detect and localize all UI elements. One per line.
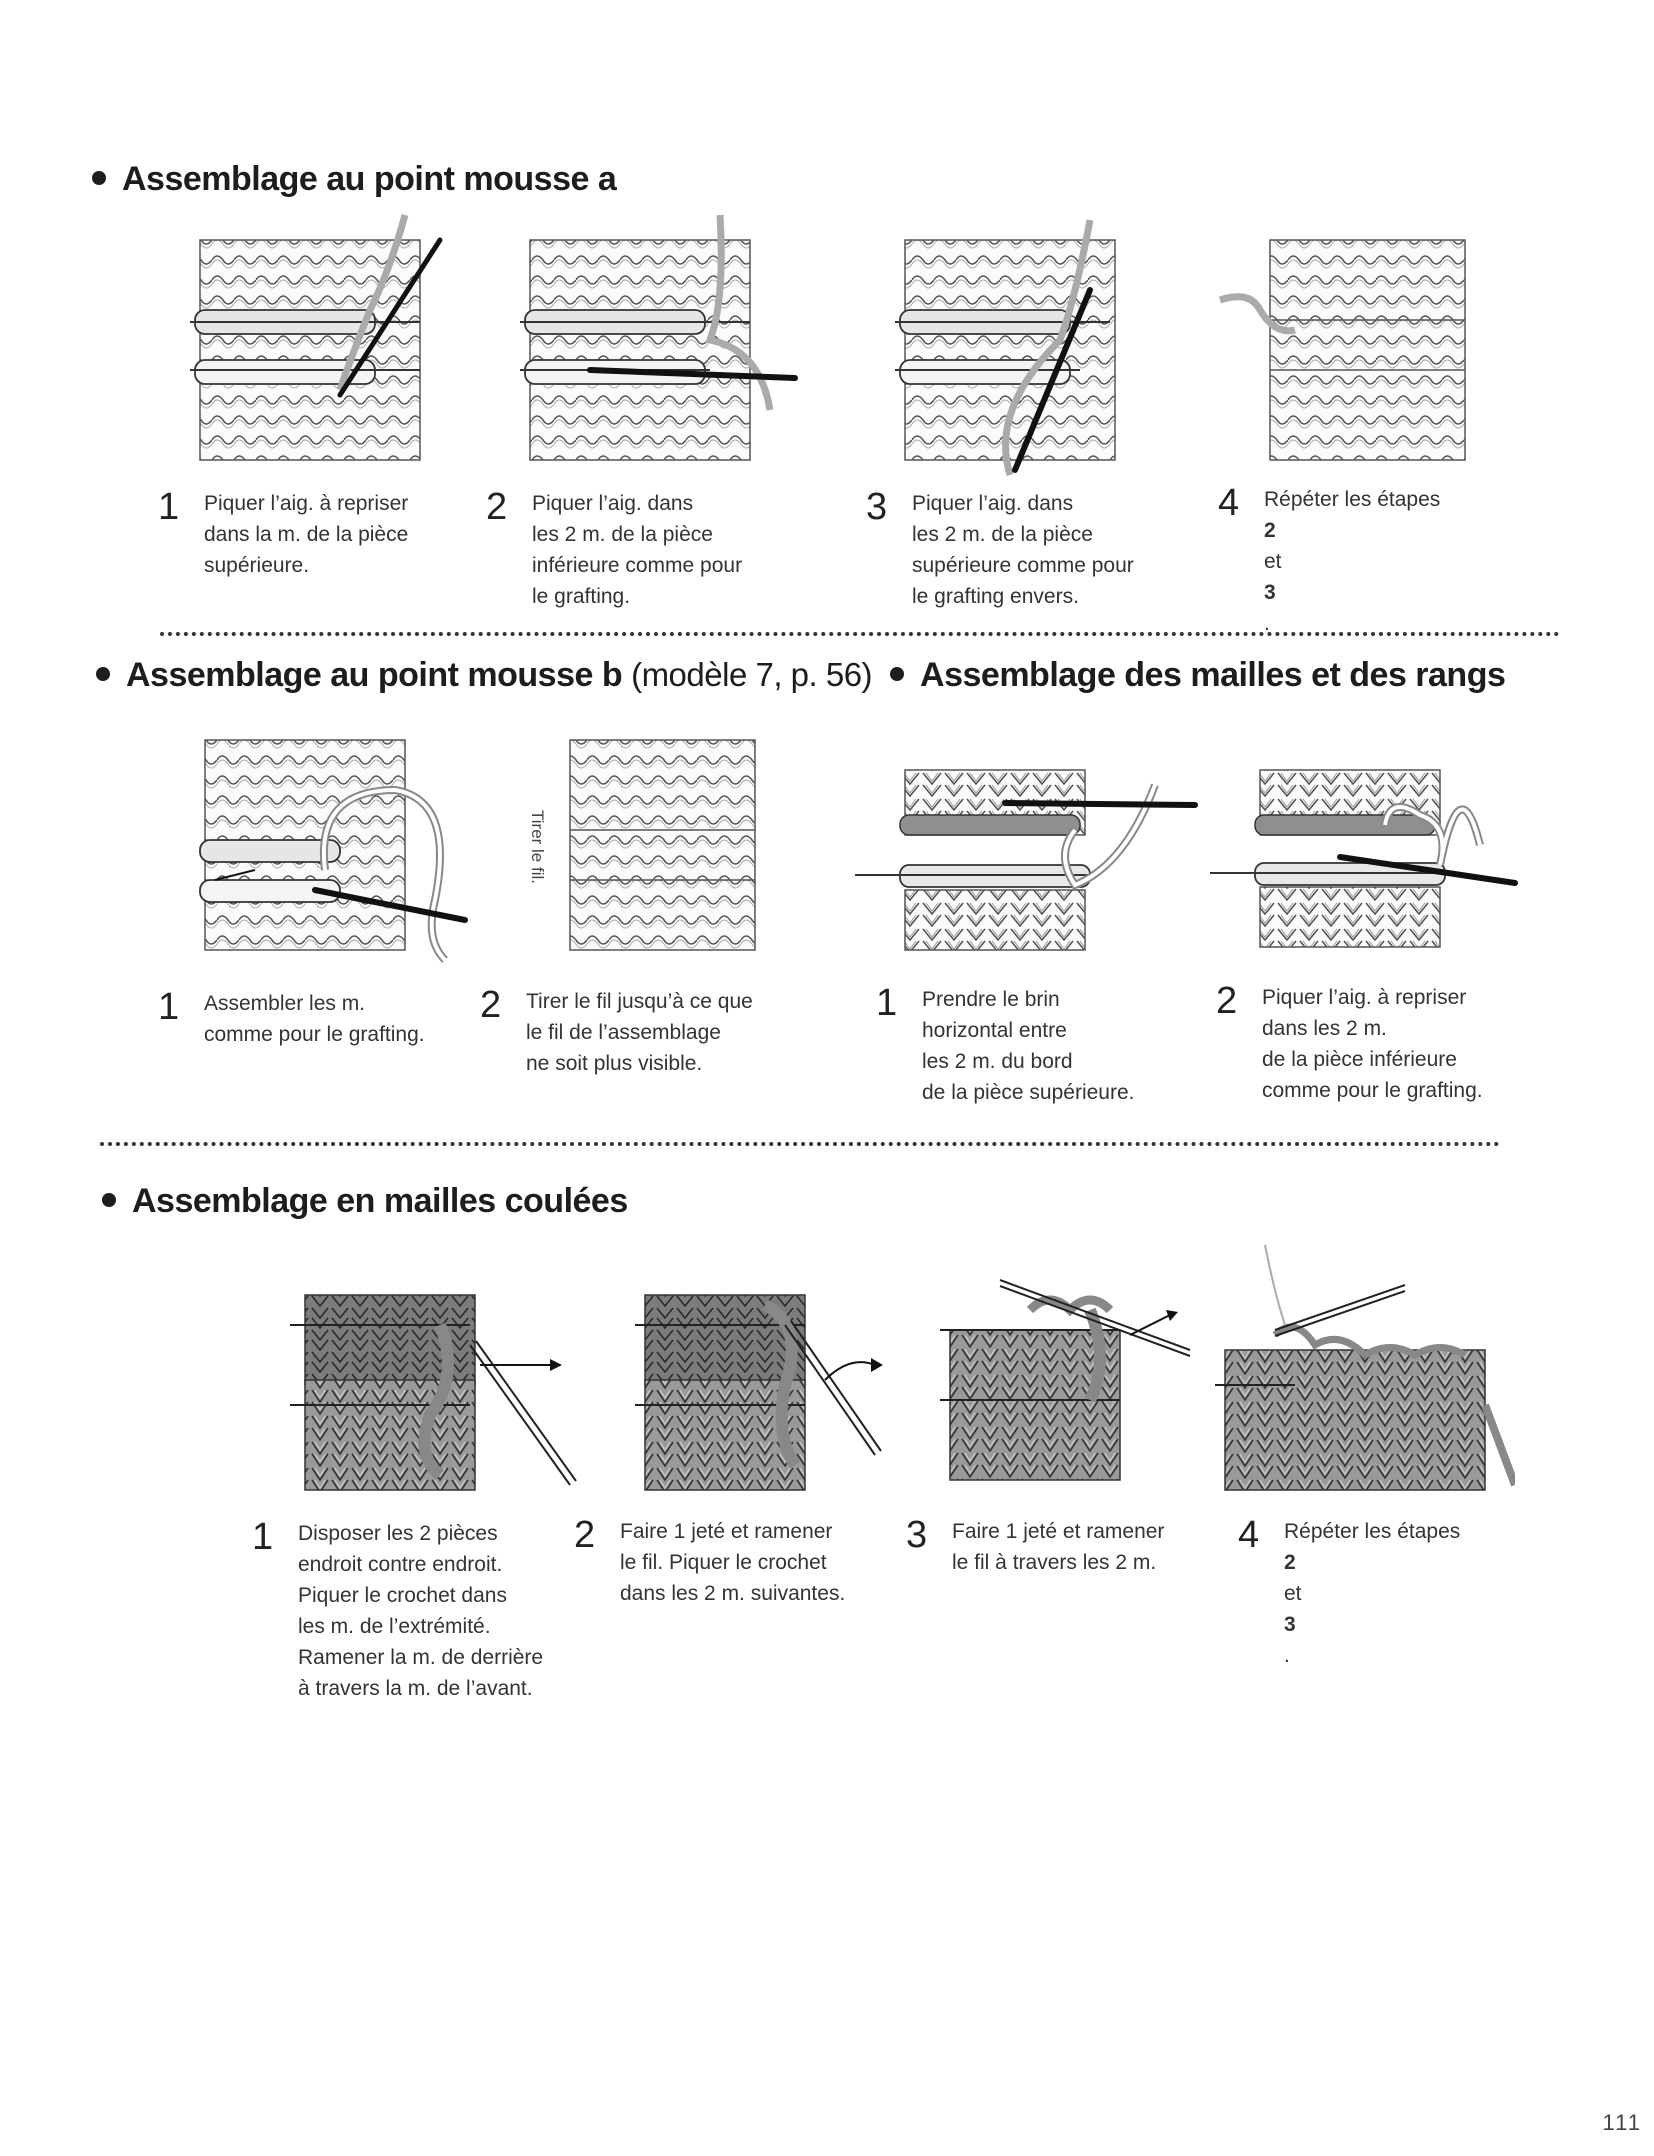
section-heading-mousse-b: Assemblage au point mousse b (modèle 7, p. 56) Assemblage des mailles et des rangs — [96, 656, 1505, 695]
step-number: 1 — [876, 982, 898, 1024]
step-text: Tirer le fil jusqu’à ce que le fil de l’assemblage ne soit plus visible. — [526, 990, 753, 1075]
step-text: Prendre le brin horizontal entre les 2 m. du bord de la pièce supérieure. — [922, 988, 1135, 1104]
section-divider — [100, 1142, 1500, 1146]
step-number: 1 — [158, 486, 180, 528]
step-text: Disposer les 2 pièces endroit contre endroit. Piquer le crochet dans les m. de l’extrémité. Ramener la m. de derrière à travers la m. de l’avant. — [298, 1522, 544, 1700]
figure-mousse-a-step-1 — [190, 210, 470, 480]
step-number: 1 — [252, 1516, 274, 1558]
section-heading-mousse-a: Assemblage au point mousse a — [92, 160, 616, 199]
figure-mousse-b-step-2 — [565, 730, 765, 970]
figure-mousse-b-step-1 — [195, 730, 475, 970]
figure-mailles-coulees-step-2 — [635, 1285, 905, 1505]
step-text: Répéter les étapes 2 et 3 . — [1264, 488, 1441, 635]
bullet-icon — [102, 1193, 116, 1207]
step-number: 3 — [866, 486, 888, 528]
figure-mailles-coulees-step-4 — [1215, 1245, 1515, 1500]
step-text: Piquer l’aig. à repriser dans les 2 m. de la pièce inférieure comme pour le grafting. — [1262, 986, 1483, 1102]
step-number: 2 — [1216, 980, 1238, 1022]
bullet-icon — [96, 667, 110, 681]
figure-mailles-rangs-step-1 — [855, 745, 1215, 965]
step-text: Piquer l’aig. dans les 2 m. de la pièce supérieure comme pour le grafting envers. — [912, 492, 1134, 608]
step-text: Répéter les étapes 2 et 3 . — [1284, 1520, 1461, 1667]
bullet-icon — [92, 171, 106, 185]
step-number: 2 — [574, 1514, 596, 1556]
step-number: 4 — [1218, 482, 1240, 524]
figure-mailles-coulees-step-3 — [940, 1270, 1210, 1500]
section-heading-mailles-coulees: Assemblage en mailles coulées — [102, 1182, 628, 1221]
step-text: Piquer l’aig. à repriser dans la m. de la pièce supérieure. — [204, 492, 409, 577]
step-number: 3 — [906, 1514, 928, 1556]
page-number: 111 — [1602, 2110, 1642, 2135]
step-number: 2 — [486, 486, 508, 528]
step-text: Faire 1 jeté et ramener le fil. Piquer le crochet dans les 2 m. suivantes. — [620, 1520, 846, 1605]
figure-mousse-a-step-3 — [890, 210, 1130, 480]
step-text: Faire 1 jeté et ramener le fil à travers les 2 m. — [952, 1520, 1165, 1574]
step-number: 2 — [480, 984, 502, 1026]
step-text: Assembler les m. comme pour le grafting. — [204, 992, 425, 1046]
step-number: 1 — [158, 986, 180, 1028]
figure-mousse-a-step-4 — [1200, 210, 1480, 480]
step-text: Piquer l’aig. dans les 2 m. de la pièce inférieure comme pour le grafting. — [532, 492, 743, 608]
step-number: 4 — [1238, 1514, 1260, 1556]
figure-mailles-coulees-step-1 — [290, 1285, 590, 1505]
figure-label: Tirer le fil. — [528, 810, 547, 884]
figure-mousse-a-step-2 — [510, 210, 810, 480]
bullet-icon — [890, 667, 904, 681]
figure-mailles-rangs-step-2 — [1210, 745, 1540, 965]
section-divider — [160, 632, 1560, 636]
